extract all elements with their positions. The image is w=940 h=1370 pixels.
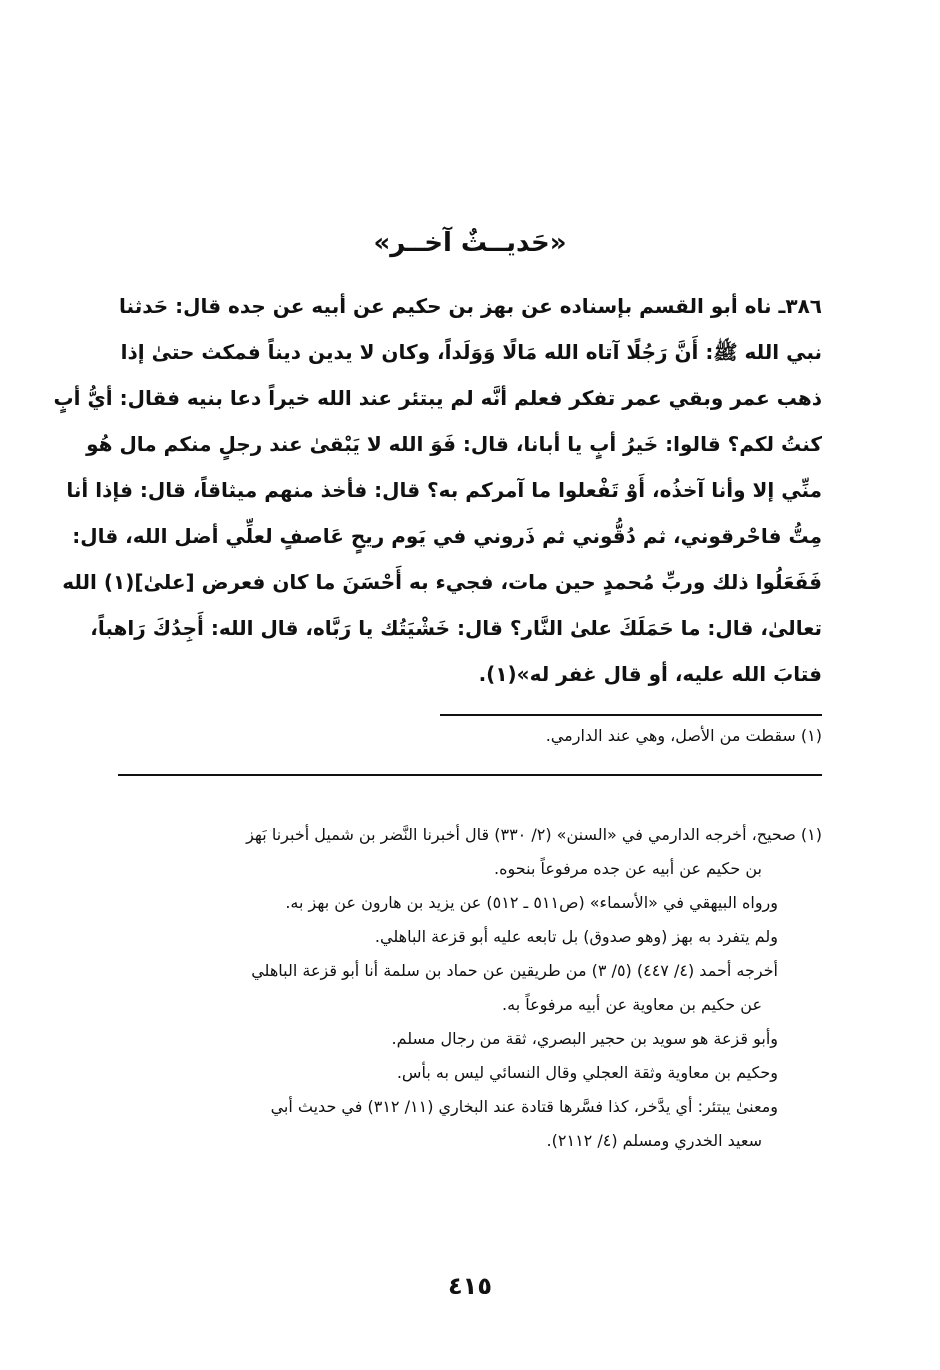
hadith-line: ذهب عمر وبقي عمر تفكر فعلم أنَّه لم يبتئر عند الله خيراً دعا بنيه فقال: أيُّ أبٍ <box>53 386 822 410</box>
hadith-line: ٣٨٦ـ ناه أبو القسم بإسناده عن بهز بن حكيم عن أبيه عن جده قال: حَدثنا <box>119 294 822 318</box>
inner-footnote: (١) سقطت من الأصل، وهي عند الدارمي. <box>545 726 822 745</box>
hadith-line: نبي الله ﷺ: أَنَّ رَجُلًا آتاه الله مَالًا وَوَلَداً، وكان لا يدين ديناً فمكث حتىٰ إذا <box>120 340 822 364</box>
inner-footnote-divider <box>440 714 822 716</box>
hadith-line: كنتُ لكم؟ قالوا: خَيرُ أبٍ يا أبانا، قال: فَوَ الله لا يَبْقىٰ عند رجلٍ منكم مال هُو <box>86 432 822 456</box>
footnotes-divider <box>118 774 822 776</box>
footnote-line: عن حكيم بن معاوية عن أبيه مرفوعاً به. <box>502 995 762 1014</box>
footnote-line: (١) صحيح، أخرجه الدارمي في «السنن» (٢/ ٣٣٠) قال أخبرنا النَّضر بن شميل أخبرنا بَهز <box>246 825 822 844</box>
footnote-line: وأبو قزعة هو سويد بن حجير البصري، ثقة من رجال مسلم. <box>391 1029 778 1048</box>
footnote-line: أخرجه أحمد (٤/ ٤٤٧) (٥/ ٣) من طريقين عن حماد بن سلمة أنا أبو قزعة الباهلي <box>251 961 778 980</box>
footnote-line: ورواه البيهقي في «الأسماء» (ص٥١١ ـ ٥١٢) عن يزيد بن هارون عن بهز به. <box>285 893 778 912</box>
footnote-line: ومعنىٰ يبتئر: أي يدَّخر، كذا فسَّرها قتادة عند البخاري (١١/ ٣١٢) في حديث أبي <box>270 1097 778 1116</box>
hadith-line: تعالىٰ، قال: ما حَمَلَكَ علىٰ النَّار؟ قال: خَشْيَتُك يا رَبَّاه، قال الله: أَجِدُكَ رَاهباً، <box>90 616 822 640</box>
footnote-line: بن حكيم عن أبيه عن جده مرفوعاً بنحوه. <box>494 859 762 878</box>
page-number: ٤١٥ <box>448 1272 492 1300</box>
hadith-line: فَفَعَلُوا ذلك وربِّ مُحمدٍ حين مات، فجيء به أَحْسَنَ ما كان فعرض [علىٰ](١) الله <box>62 570 822 594</box>
editor-footnotes <box>118 818 822 1158</box>
hadith-line: مِتُّ فاحْرقوني، ثم دُقُّوني ثم ذَروني في يَوم ريحٍ عَاصفٍ لعلِّي أضل الله، قال: <box>72 524 822 548</box>
hadith-line: فتابَ الله عليه، أو قال غفر له»(١). <box>478 662 822 686</box>
hadith-text <box>53 283 822 697</box>
footnote-line: ولم يتفرد به بهز (وهو صدوق) بل تابعه عليه أبو قزعة الباهلي. <box>374 927 778 946</box>
footnote-line: وحكيم بن معاوية وثقة العجلي وقال النسائي ليس به بأس. <box>396 1063 778 1082</box>
footnote-line: سعيد الخدري ومسلم (٤/ ٢١١٢). <box>546 1131 762 1150</box>
section-title: «حَديــثٌ آخــر» <box>373 228 567 258</box>
hadith-line: منِّي إلا وأنا آخذُه، أَوْ تَفْعلوا ما آمركم به؟ قال: فأخذ منهم ميثاقاً، قال: فإذا أنا <box>66 478 822 502</box>
